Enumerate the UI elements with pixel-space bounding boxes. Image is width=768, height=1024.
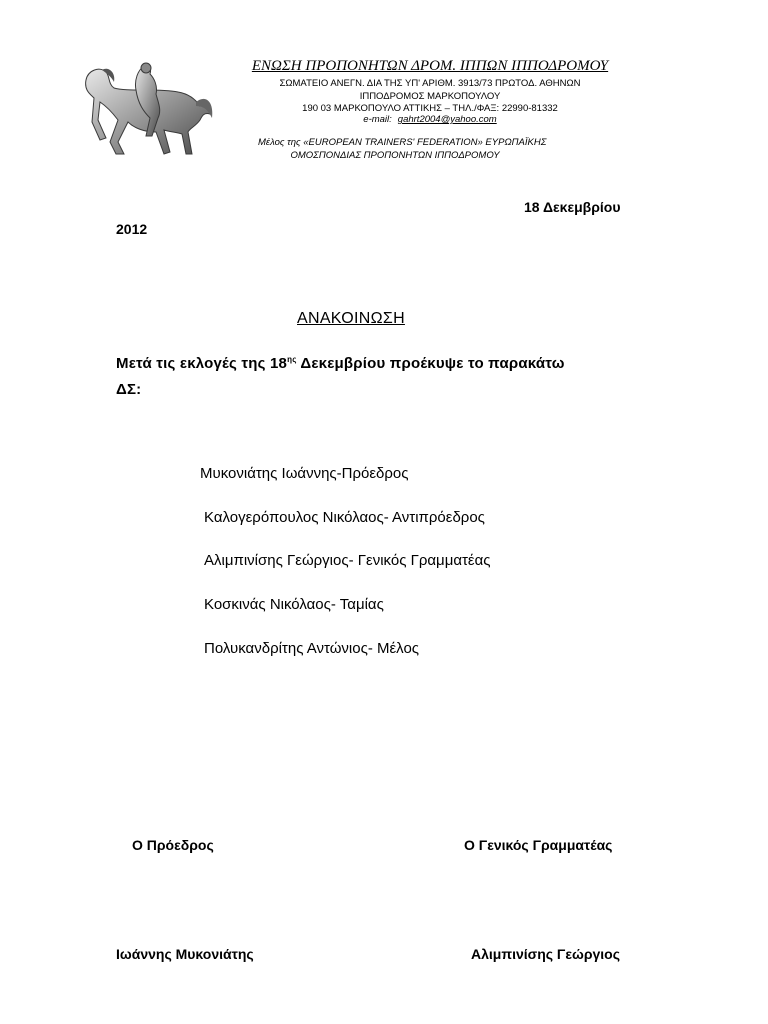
board-member-vice-president: Καλογερόπουλος Νικόλαος- Αντιπρόεδρος: [204, 509, 485, 526]
signature-name-secretary: Αλιμπινίσης Γεώργιος: [471, 946, 620, 962]
board-member-member: Πολυκανδρίτης Αντώνιος- Μέλος: [204, 640, 420, 657]
signature-role-president: Ο Πρόεδρος: [132, 837, 214, 853]
horse-rider-logo: [78, 62, 216, 160]
email-line: [230, 114, 630, 125]
address-phone-line: 190 03 ΜΑΡΚΟΠΟΥΛΟ ΑΤΤΙΚΗΣ – ΤΗΛ./ΦΑΞ: 22990-81332: [302, 103, 558, 114]
date-day-month: 18 Δεκεμβρίου: [524, 199, 621, 215]
announcement-heading: ΑΝΑΚΟΙΝΩΣΗ: [297, 310, 405, 327]
signature-name-president: Ιωάννης Μυκονιάτης: [116, 946, 254, 962]
board-member-president: Μυκονιάτης Ιωάννης-Πρόεδρος: [200, 465, 409, 482]
intro-text-b: Δεκεμβρίου προέκυψε το παρακάτω: [296, 355, 565, 372]
intro-superscript: ης: [287, 355, 297, 364]
registration-line: ΣΩΜΑΤΕΙΟ ΑΝΕΓΝ. ΔΙΑ ΤΗΣ ΥΠ' ΑΡΙΘΜ. 3913/73 ΠΡΩΤΟΔ. ΑΘΗΝΩΝ: [279, 78, 581, 89]
board-member-secretary: Αλιμπινίσης Γεώργιος- Γενικός Γραμματέας: [204, 552, 491, 569]
signature-role-secretary: Ο Γενικός Γραμματέας: [464, 837, 613, 853]
member-line-1: Μέλος της «EUROPEAN TRAINERS' FEDERATION» ΕΥΡΩΠΑΪΚΗΣ: [258, 137, 547, 148]
intro-line-1: [116, 355, 565, 372]
racecourse-line: ΙΠΠΟΔΡΟΜΟΣ ΜΑΡΚΟΠΟΥΛΟΥ: [359, 91, 501, 102]
intro-text-a: Μετά τις εκλογές της 18: [116, 355, 288, 372]
board-member-treasurer: Κοσκινάς Νικόλαος- Ταμίας: [204, 596, 384, 613]
email-label: e-mail:: [363, 114, 392, 125]
association-title: ΕΝΩΣΗ ΠΡΟΠΟΝΗΤΩΝ ΔΡΟΜ. ΙΠΠΩΝ ΙΠΠΟΔΡΟΜΟΥ: [251, 58, 609, 74]
date-year: 2012: [116, 221, 148, 237]
email-link[interactable]: gahrt2004@yahoo.com: [397, 114, 497, 125]
intro-line-2: ΔΣ:: [116, 381, 142, 398]
member-line-2: ΟΜΟΣΠΟΝΔΙΑΣ ΠΡΟΠΟΝΗΤΩΝ ΙΠΠΟΔΡΟΜΟΥ: [290, 150, 500, 161]
